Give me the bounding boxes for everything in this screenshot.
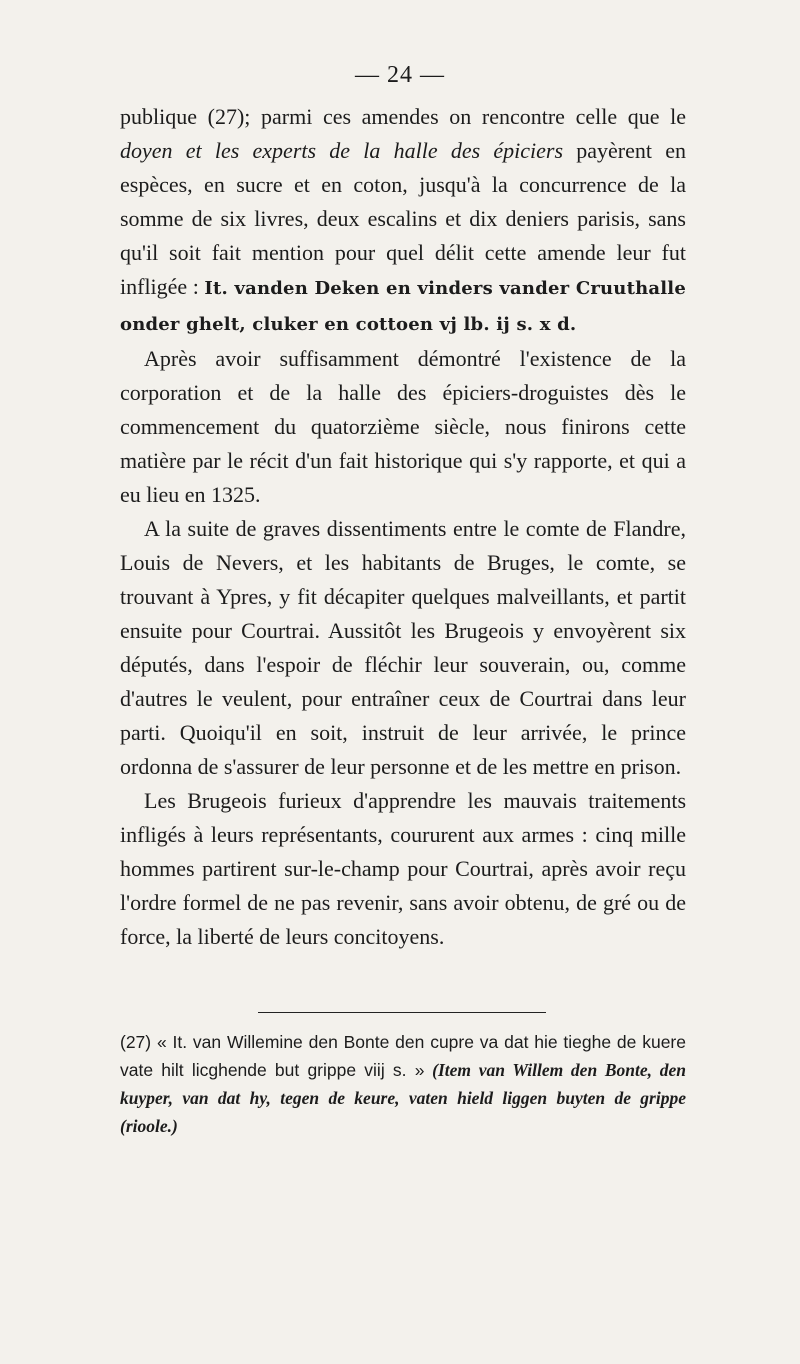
main-text <box>120 100 686 954</box>
paragraph-1 <box>120 100 686 342</box>
paragraph-1-italic: doyen et les experts de la halle des épiciers <box>120 138 564 163</box>
paragraph-1-gothic-quote: It. vanden Deken en vinders vander Cruuthalle onder ghelt, cluker en cottoen vj lb. ij s. x d. <box>120 278 686 335</box>
paragraph-2: Après avoir suffisamment démontré l'existence de la corporation et de la halle des épiciers-droguistes dès le commencement du quatorzième siècle, nous finirons cette matière par le récit d'un fait historique qui s'y rapporte, et qui a eu lieu en 1325. <box>120 346 686 507</box>
page-number: — 24 — <box>355 62 445 88</box>
footnote <box>120 1028 686 1140</box>
paragraph-4: Les Brugeois furieux d'apprendre les mauvais traitements infligés à leurs représentants, coururent aux armes : cinq mille hommes partirent sur-le-champ pour Courtrai, après avoir reçu l'ordre formel de ne pas revenir, sans avoir obtenu, de gré ou de force, la liberté de leurs concitoyens. <box>120 788 686 949</box>
paragraph-3: A la suite de graves dissentiments entre le comte de Flandre, Louis de Nevers, et les habitants de Bruges, le comte, se trouvant à Ypres, y fit décapiter quelques malveillants, et partit ensuite pour Courtrai. Aussitôt les Brugeois y envoyèrent six députés, dans l'espoir de fléchir leur souverain, ou, comme d'autres le veulent, pour entraîner ceux de Courtrai dans leur parti. Quoiqu'il en soit, instruit de leur arrivée, le prince ordonna de s'assurer de leur personne et de les mettre en prison. <box>120 516 686 779</box>
paragraph-1-text-a: publique (27); parmi ces amendes on rencontre celle que le <box>120 104 686 129</box>
footnote-translation: (Item van Willem den Bonte, den kuyper, van dat hy, tegen de keure, vaten hield liggen buyten de grippe (rioole.) <box>120 1060 686 1136</box>
paragraph-1-text-b: payèrent en espèces, en sucre et en coton, jusqu'à la concurrence de la somme de six livres, deux escalins et dix deniers parisis, sans qu'il soit fait mention pour quel délit cette amende leur fut infligée : <box>120 138 687 299</box>
footnote-dutch-text: (27) « It. van Willemine den Bonte den cupre va dat hie tieghe de kuere vate hilt licghende but grippe viij s. » <box>120 1032 686 1080</box>
footnote-divider <box>258 1012 546 1013</box>
